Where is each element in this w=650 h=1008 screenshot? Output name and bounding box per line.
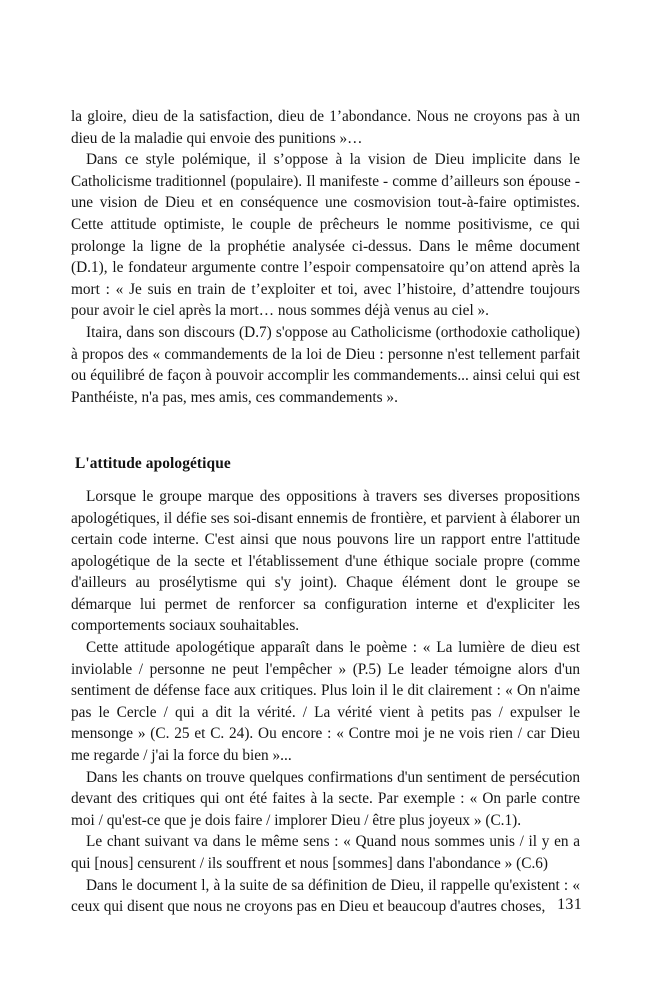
paragraph: Dans ce style polémique, il s’oppose à la vision de Dieu implicite dans le Catholicisme traditionnel (populaire). Il manifeste - comme d’ailleurs son épouse - une vision de Dieu et en conséquence une cosmovision tout-à-faire optimistes. Cette attitude optimiste, le couple de prêcheurs le nomme positivisme, ce qui prolonge la ligne de la prophétie analysée ci-dessus. Dans le même document (D.1), le fondateur argumente contre l’espoir compensatoire qu’on attend après la mort : « Je suis en train de t’exploiter et toi, avec l’histoire, d’attendre toujours pour avoir le ciel après la mort… nous sommes déjà venus au ciel ». [71,151,580,320]
paragraph: Cette attitude apologétique apparaît dans le poème : « La lumière de dieu est inviolable / personne ne peut l'empêcher » (P.5) Le leader témoigne alors d'un sentiment de défense face aux critiques. Plus loin il le dit clairement : « On n'aime pas le Cercle / qui a dit la vérité. / La vérité vient à petits pas / expulser le mensonge » (C. 25 et C. 24). Ou encore : « Contre moi je ne vois rien / car Dieu me regarde / j'ai la force du bien »... [71,639,580,765]
paragraph: la gloire, dieu de la satisfaction, dieu de 1’abondance. Nous ne croyons pas à un dieu de la maladie qui envoie des punitions »… [71,108,580,147]
paragraph: Le chant suivant va dans le même sens : « Quand nous sommes unis / il y en a qui [nous] censurent / ils souffrent et nous [sommes] dans l'abondance » (C.6) [71,833,580,872]
paragraph: Itaira, dans son discours (D.7) s'oppose au Catholicisme (orthodoxie catholique) à propos des « commandements de la loi de Dieu : personne n'est tellement parfait ou équilibré de façon à pouvoir accomplir les commandements... ainsi celui qui est Panthéiste, n'a pas, mes amis, ces commandements ». [71,323,580,406]
paragraph: Lorsque le groupe marque des oppositions à travers ses diverses propositions apologétiques, il défie ses soi-disant ennemis de frontière, et parvient à élaborer un certain code interne. C'est ainsi que nous pouvons lire un rapport entre l'attitude apologétique de la secte et l'établissement d'une éthique sociale propre (comme d'ailleurs au prosélytisme qui s'y joint). Chaque élément dont le groupe se démarque lui permet de renforcer sa configuration interne et d'expliciter les comportements sociaux souhaitables. [71,487,580,635]
spacer [71,408,580,453]
paragraph: Dans les chants on trouve quelques confirmations d'un sentiment de persécution devant des critiques qui ont été faites à la secte. Par exemple : « On parle contre moi / qu'est-ce que je dois faire / implorer Dieu / être plus joyeux » (C.1). [71,768,580,829]
text-column [71,106,580,918]
page-number: 131 [557,896,582,913]
paragraph: Dans le document l, à la suite de sa définition de Dieu, il rappelle qu'existent : « ceux qui disent que nous ne croyons pas en Dieu et beaucoup d'autres choses, [71,876,580,916]
spacer [71,475,580,486]
section-heading: L'attitude apologétique [75,455,231,473]
